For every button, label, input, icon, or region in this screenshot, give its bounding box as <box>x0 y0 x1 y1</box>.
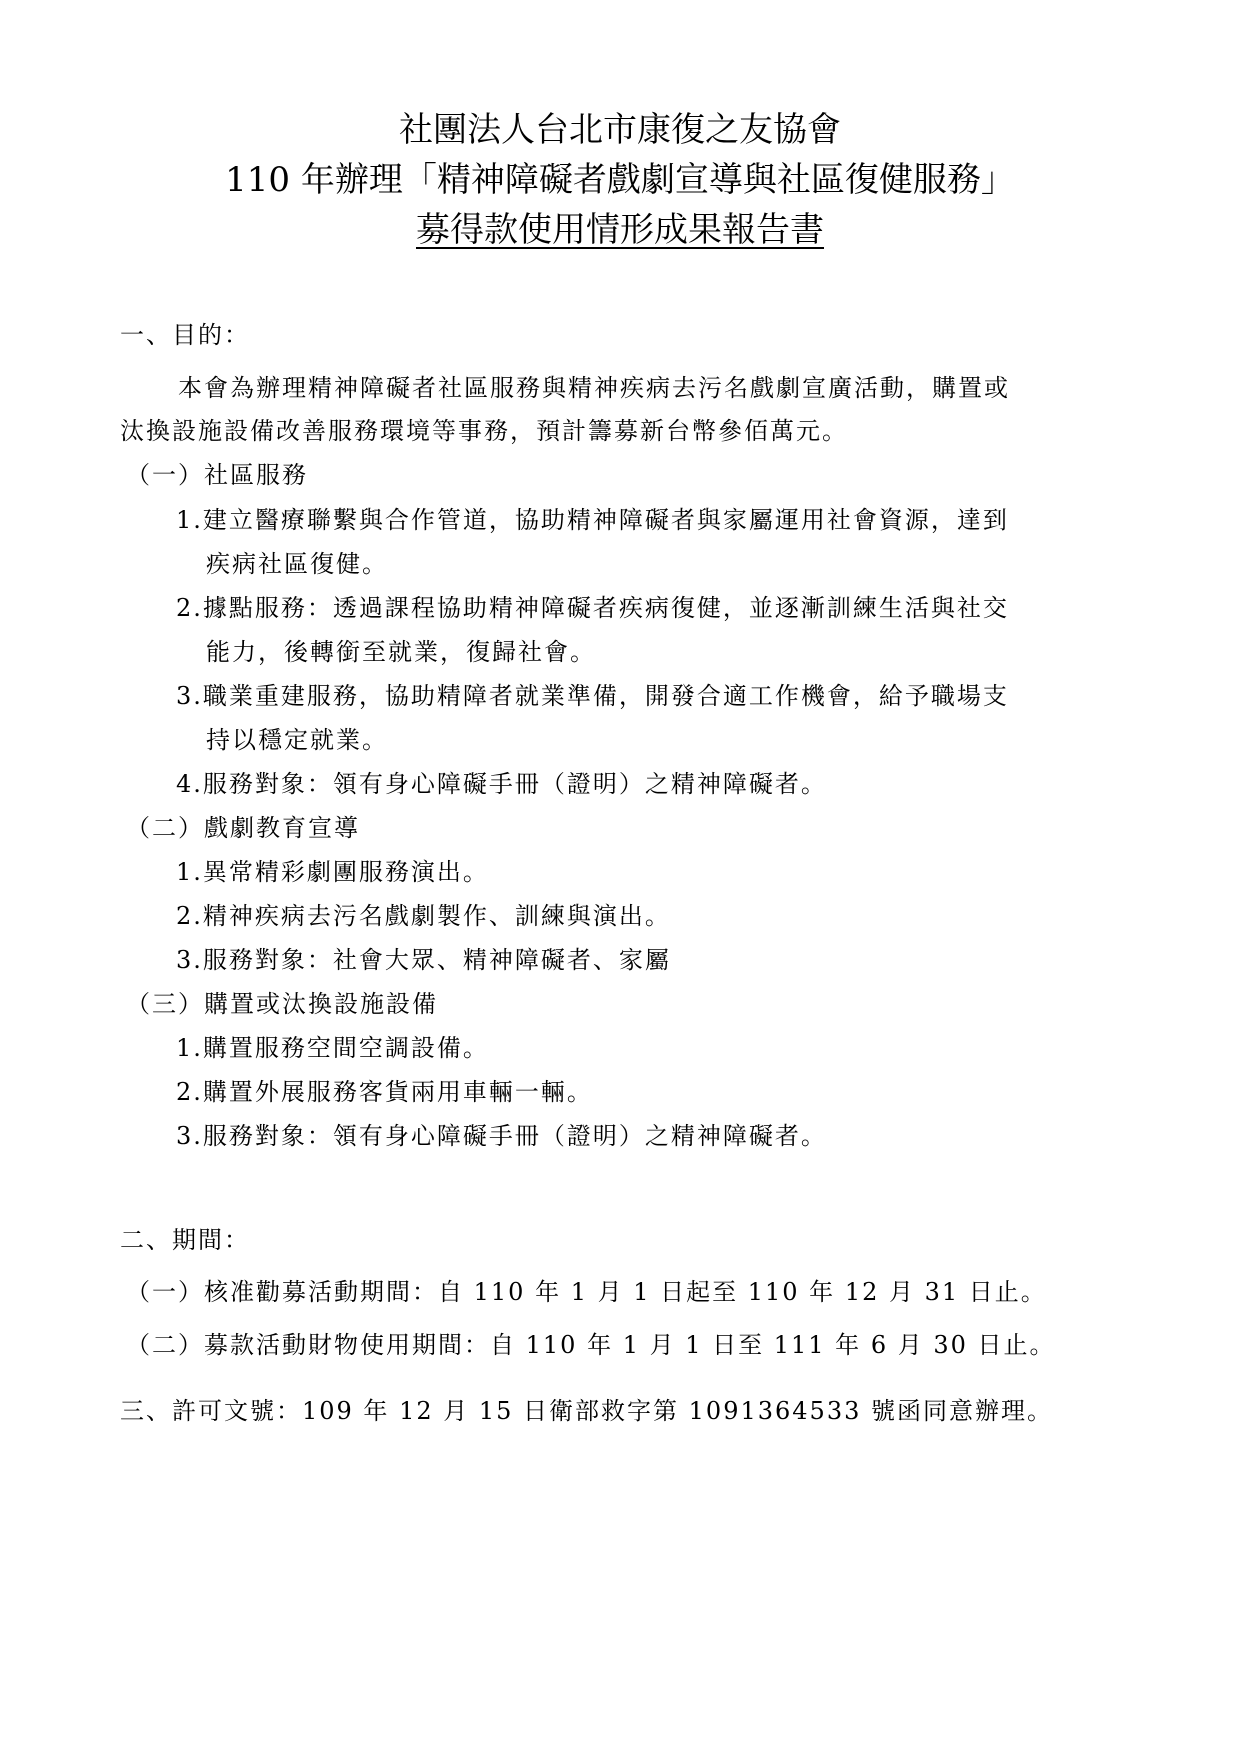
org-title: 社團法人台北市康復之友協會 <box>399 110 841 150</box>
period-line: （二）募款活動財物使用期間：自 110 年 1 月 1 日至 111 年 6 月 30 日止。 <box>126 1331 1056 1359</box>
project-title: 110 年辦理「精神障礙者戲劇宣導與社區復健服務」 <box>225 160 1015 200</box>
period-line: （一）核准勸募活動期間：自 110 年 1 月 1 日起至 110 年 12 月 31 日止。 <box>126 1278 1047 1306</box>
list-item: 2.購置外展服務客貨兩用車輛一輛。 <box>176 1078 593 1106</box>
list-item-continuation: 持以穩定就業。 <box>206 726 388 754</box>
section-title: （一）社區服務 <box>126 461 308 489</box>
list-item: 1.購置服務空間空調設備。 <box>176 1034 489 1062</box>
section-title: （三）購置或汰換設施設備 <box>126 990 438 1018</box>
list-item: 2.據點服務：透過課程協助精神障礙者疾病復健，並逐漸訓練生活與社交 <box>176 594 1009 622</box>
permit-line: 三、許可文號：109 年 12 月 15 日衛部救字第 1091364533 號函同意辦理。 <box>120 1397 1053 1425</box>
list-item-continuation: 疾病社區復健。 <box>206 550 388 578</box>
purpose-intro-line: 汰換設施設備改善服務環境等事務，預計籌募新台幣參佰萬元。 <box>120 417 848 445</box>
list-item: 2.精神疾病去污名戲劇製作、訓練與演出。 <box>176 902 671 930</box>
list-item: 1.異常精彩劇團服務演出。 <box>176 858 489 886</box>
list-item-continuation: 能力，後轉銜至就業，復歸社會。 <box>206 638 596 666</box>
report-title: 募得款使用情形成果報告書 <box>416 210 824 250</box>
list-item: 3.職業重建服務，協助精障者就業準備，開發合適工作機會，給予職場支 <box>176 682 1009 710</box>
period-heading: 二、期間： <box>120 1226 250 1254</box>
list-item: 4.服務對象：領有身心障礙手冊（證明）之精神障礙者。 <box>176 770 827 798</box>
list-item: 3.服務對象：社會大眾、精神障礙者、家屬 <box>176 946 671 974</box>
section-title: （二）戲劇教育宣導 <box>126 814 360 842</box>
list-item: 3.服務對象：領有身心障礙手冊（證明）之精神障礙者。 <box>176 1122 827 1150</box>
purpose-intro-line: 本會為辦理精神障礙者社區服務與精神疾病去污名戲劇宣廣活動，購置或 <box>178 374 1010 402</box>
list-item: 1.建立醫療聯繫與合作管道，協助精神障礙者與家屬運用社會資源，達到 <box>176 506 1009 534</box>
purpose-heading: 一、目的： <box>120 321 250 349</box>
